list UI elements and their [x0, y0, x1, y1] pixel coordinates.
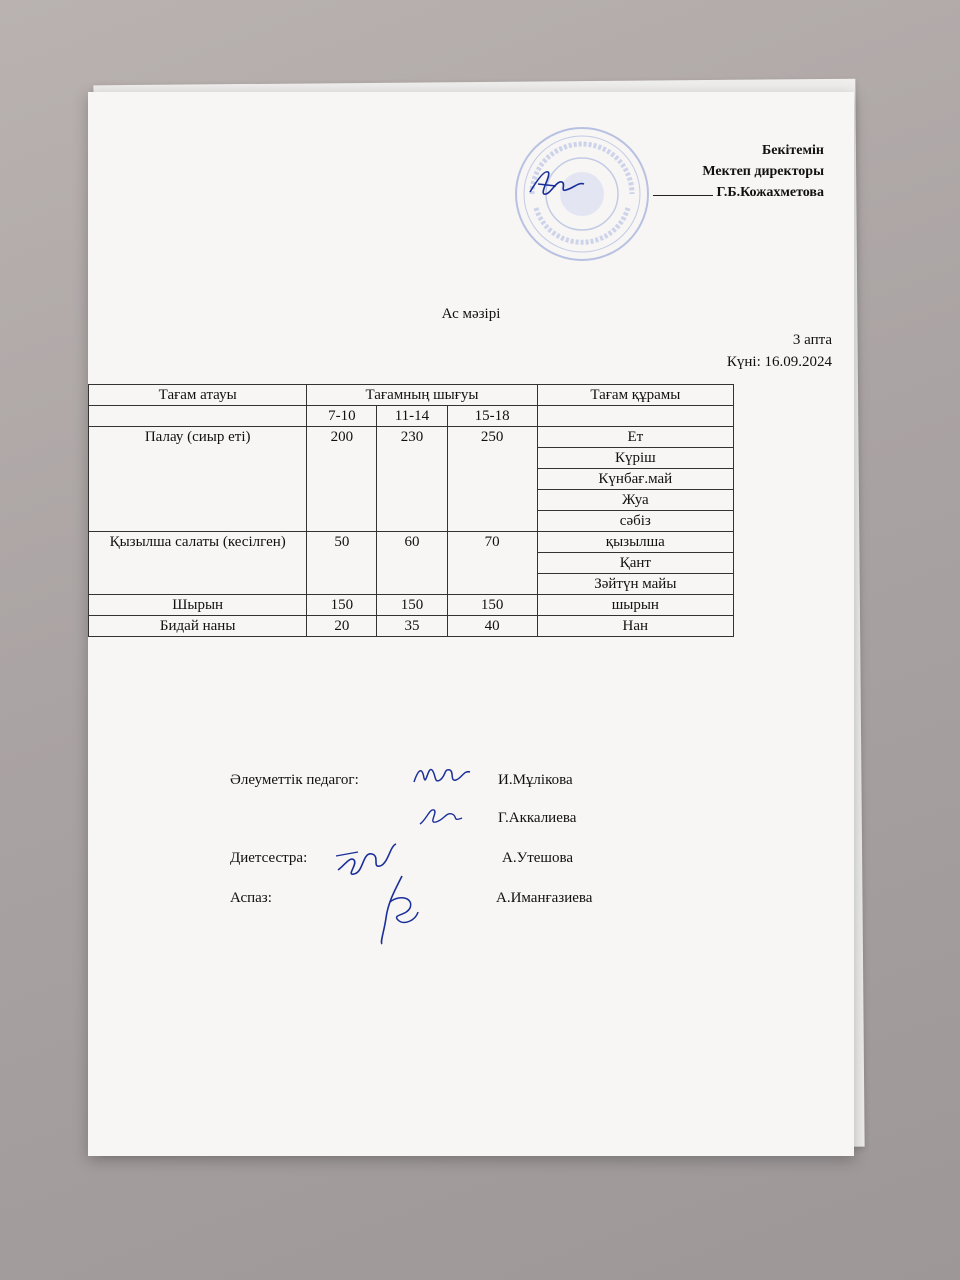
- table-row: [89, 427, 734, 448]
- date-label: Күні: 16.09.2024: [726, 354, 832, 370]
- dish-value: 40: [447, 616, 537, 637]
- signature-line: [653, 195, 713, 196]
- staff-name: И.Мұлікова: [498, 772, 573, 788]
- ingredient: Күріш: [537, 448, 733, 469]
- ingredient: Нан: [537, 616, 733, 637]
- social-pedagogue-signature: [410, 760, 474, 790]
- approval-position: Мектеп директоры: [702, 164, 824, 179]
- director-signature: [526, 162, 588, 202]
- age-group: 7-10: [307, 406, 377, 427]
- staff-role: Әлеуметтік педагог:: [230, 772, 359, 788]
- header-composition: Тағам құрамы: [537, 385, 733, 406]
- approval-block: [653, 140, 825, 203]
- dish-value: 150: [377, 595, 447, 616]
- dish-name: Қызылша салаты (кесілген): [89, 532, 307, 595]
- menu-table: [88, 384, 734, 637]
- header-dish-name: Тағам атауы: [89, 385, 307, 406]
- second-signature: [416, 800, 466, 830]
- age-group: 15-18: [447, 406, 537, 427]
- dish-name: Палау (сиыр еті): [89, 427, 307, 532]
- dish-name: Бидай наны: [89, 616, 307, 637]
- cook-signature: [374, 872, 424, 948]
- header-yield: Тағамның шығуы: [307, 385, 537, 406]
- staff-role: Диетсестра:: [230, 850, 308, 866]
- staff-name: Г.Аккалиева: [498, 810, 577, 826]
- staff-role: Аспаз:: [230, 890, 272, 906]
- ingredient: шырын: [537, 595, 733, 616]
- table-row: [89, 532, 734, 553]
- dish-value: 60: [377, 532, 447, 595]
- staff-name: А.Иманғазиева: [496, 890, 593, 906]
- approval-title: Бекітемін: [761, 143, 824, 158]
- dish-name: Шырын: [89, 595, 307, 616]
- ingredient: Күнбағ.май: [537, 469, 733, 490]
- dish-value: 50: [307, 532, 377, 595]
- staff-name: А.Утешова: [502, 850, 574, 866]
- dish-value: 150: [447, 595, 537, 616]
- approval-director-name: Г.Б.Кожахметова: [716, 185, 824, 200]
- ingredient: Қант: [537, 553, 733, 574]
- week-label: 3 апта: [792, 332, 832, 348]
- dish-value: 200: [307, 427, 377, 532]
- table-row: [89, 616, 734, 637]
- age-group: 11-14: [377, 406, 447, 427]
- menu-document: [88, 92, 854, 1156]
- dish-value: 35: [377, 616, 447, 637]
- table-row: [89, 595, 734, 616]
- document-title: Ас мәзірі: [441, 306, 501, 322]
- ingredient: қызылша: [537, 532, 733, 553]
- dish-value: 70: [447, 532, 537, 595]
- dish-value: 230: [377, 427, 447, 532]
- dish-value: 150: [307, 595, 377, 616]
- dish-value: 250: [447, 427, 537, 532]
- ingredient: Ет: [537, 427, 733, 448]
- dish-value: 20: [307, 616, 377, 637]
- table-header-row: [89, 385, 734, 406]
- ingredient: Жуа: [537, 490, 733, 511]
- table-age-row: [89, 406, 734, 427]
- ingredient: Зәйтүн майы: [537, 574, 733, 595]
- ingredient: сәбіз: [537, 511, 733, 532]
